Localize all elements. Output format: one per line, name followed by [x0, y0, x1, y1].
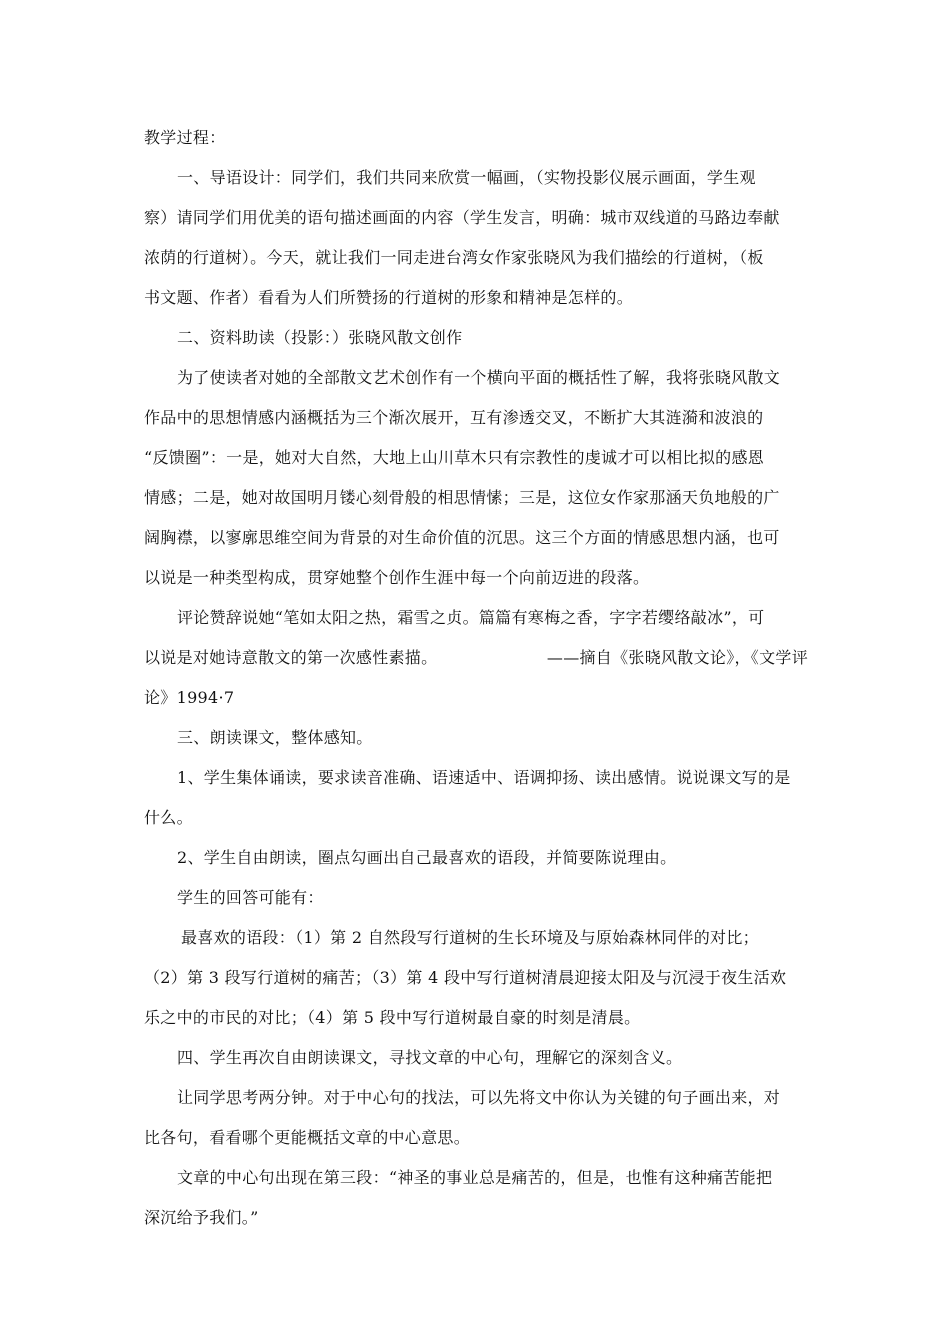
paragraph-line: 深沉给予我们。” [144, 1208, 259, 1227]
section-heading: 三、朗读课文，整体感知。 [177, 728, 373, 747]
paragraph-line: 学生的回答可能有： [177, 888, 324, 907]
quote-source-row [144, 638, 808, 678]
paragraph-line: 比各句，看看哪个更能概括文章的中心意思。 [144, 1128, 471, 1147]
paragraph-line: 2、学生自由朗读，圈点勾画出自己最喜欢的语段，并简要陈说理由。 [177, 848, 677, 867]
paragraph-line: 一、导语设计：同学们，我们共同来欣赏一幅画，（实物投影仪展示画面，学生观 [177, 168, 756, 187]
paragraph-line: （2）第 3 段写行道树的痛苦；（3）第 4 段中写行道树清晨迎接太阳及与沉浸于夜生活欢 [144, 968, 787, 987]
paragraph-line: 作品中的思想情感内涵概括为三个渐次展开，互有渗透交叉，不断扩大其涟漪和波浪的 [144, 408, 764, 427]
paragraph-line: 察）请同学们用优美的语句描述画面的内容（学生发言，明确：城市双线道的马路边奉献 [144, 208, 780, 227]
paragraph-line: “反馈圈”：一是，她对大自然，大地上山川草木只有宗教性的虔诚才可以相比拟的感恩 [144, 448, 765, 467]
paragraph-line: 情感；二是，她对故国明月镂心刻骨般的相思情愫；三是，这位女作家那涵天负地般的广 [144, 488, 780, 507]
section-heading: 教学过程： [144, 128, 226, 147]
paragraph-line: 以说是对她诗意散文的第一次感性素描。 [144, 648, 438, 667]
paragraph-line: 文章的中心句出现在第三段：“神圣的事业总是痛苦的，但是，也惟有这种痛苦能把 [177, 1168, 773, 1187]
paragraph-line: 让同学思考两分钟。对于中心句的找法，可以先将文中你认为关键的句子画出来，对 [177, 1088, 781, 1107]
paragraph-line: 1、学生集体诵读，要求读音准确、语速适中、语调抑扬、读出感情。说说课文写的是 [177, 768, 791, 787]
citation: 论》1994·7 [144, 688, 235, 707]
paragraph-line: 什么。 [144, 808, 193, 827]
document-body [144, 118, 808, 1238]
paragraph-line: 书文题、作者）看看为人们所赞扬的行道树的形象和精神是怎样的。 [144, 288, 634, 307]
paragraph-line: 为了使读者对她的全部散文艺术创作有一个横向平面的概括性了解，我将张晓风散文 [177, 368, 781, 387]
paragraph-line: 阔胸襟，以寥廓思维空间为背景的对生命价值的沉思。这三个方面的情感思想内涵，也可 [144, 528, 780, 547]
paragraph-line: 乐之中的市民的对比；（4）第 5 段中写行道树最自豪的时刻是清晨。 [144, 1008, 641, 1027]
paragraph-line: 浓荫的行道树）。今天，就让我们一同走进台湾女作家张晓风为我们描绘的行道树，（板 [144, 248, 764, 267]
paragraph-line: 以说是一种类型构成，贯穿她整个创作生涯中每一个向前迈进的段落。 [144, 568, 650, 587]
section-heading: 四、学生再次自由朗读课文，寻找文章的中心句，理解它的深刻含义。 [177, 1048, 683, 1067]
section-heading: 二、资料助读（投影：）张晓风散文创作 [177, 328, 463, 347]
citation: ——摘自《张晓风散文论》，《文学评 [546, 648, 808, 667]
paragraph-line: 评论赞辞说她“笔如太阳之热，霜雪之贞。篇篇有寒梅之香，字字若缨络敲冰”，可 [177, 608, 765, 627]
paragraph-line: 最喜欢的语段：（1）第 2 自然段写行道树的生长环境及与原始森林同伴的对比； [181, 928, 759, 947]
